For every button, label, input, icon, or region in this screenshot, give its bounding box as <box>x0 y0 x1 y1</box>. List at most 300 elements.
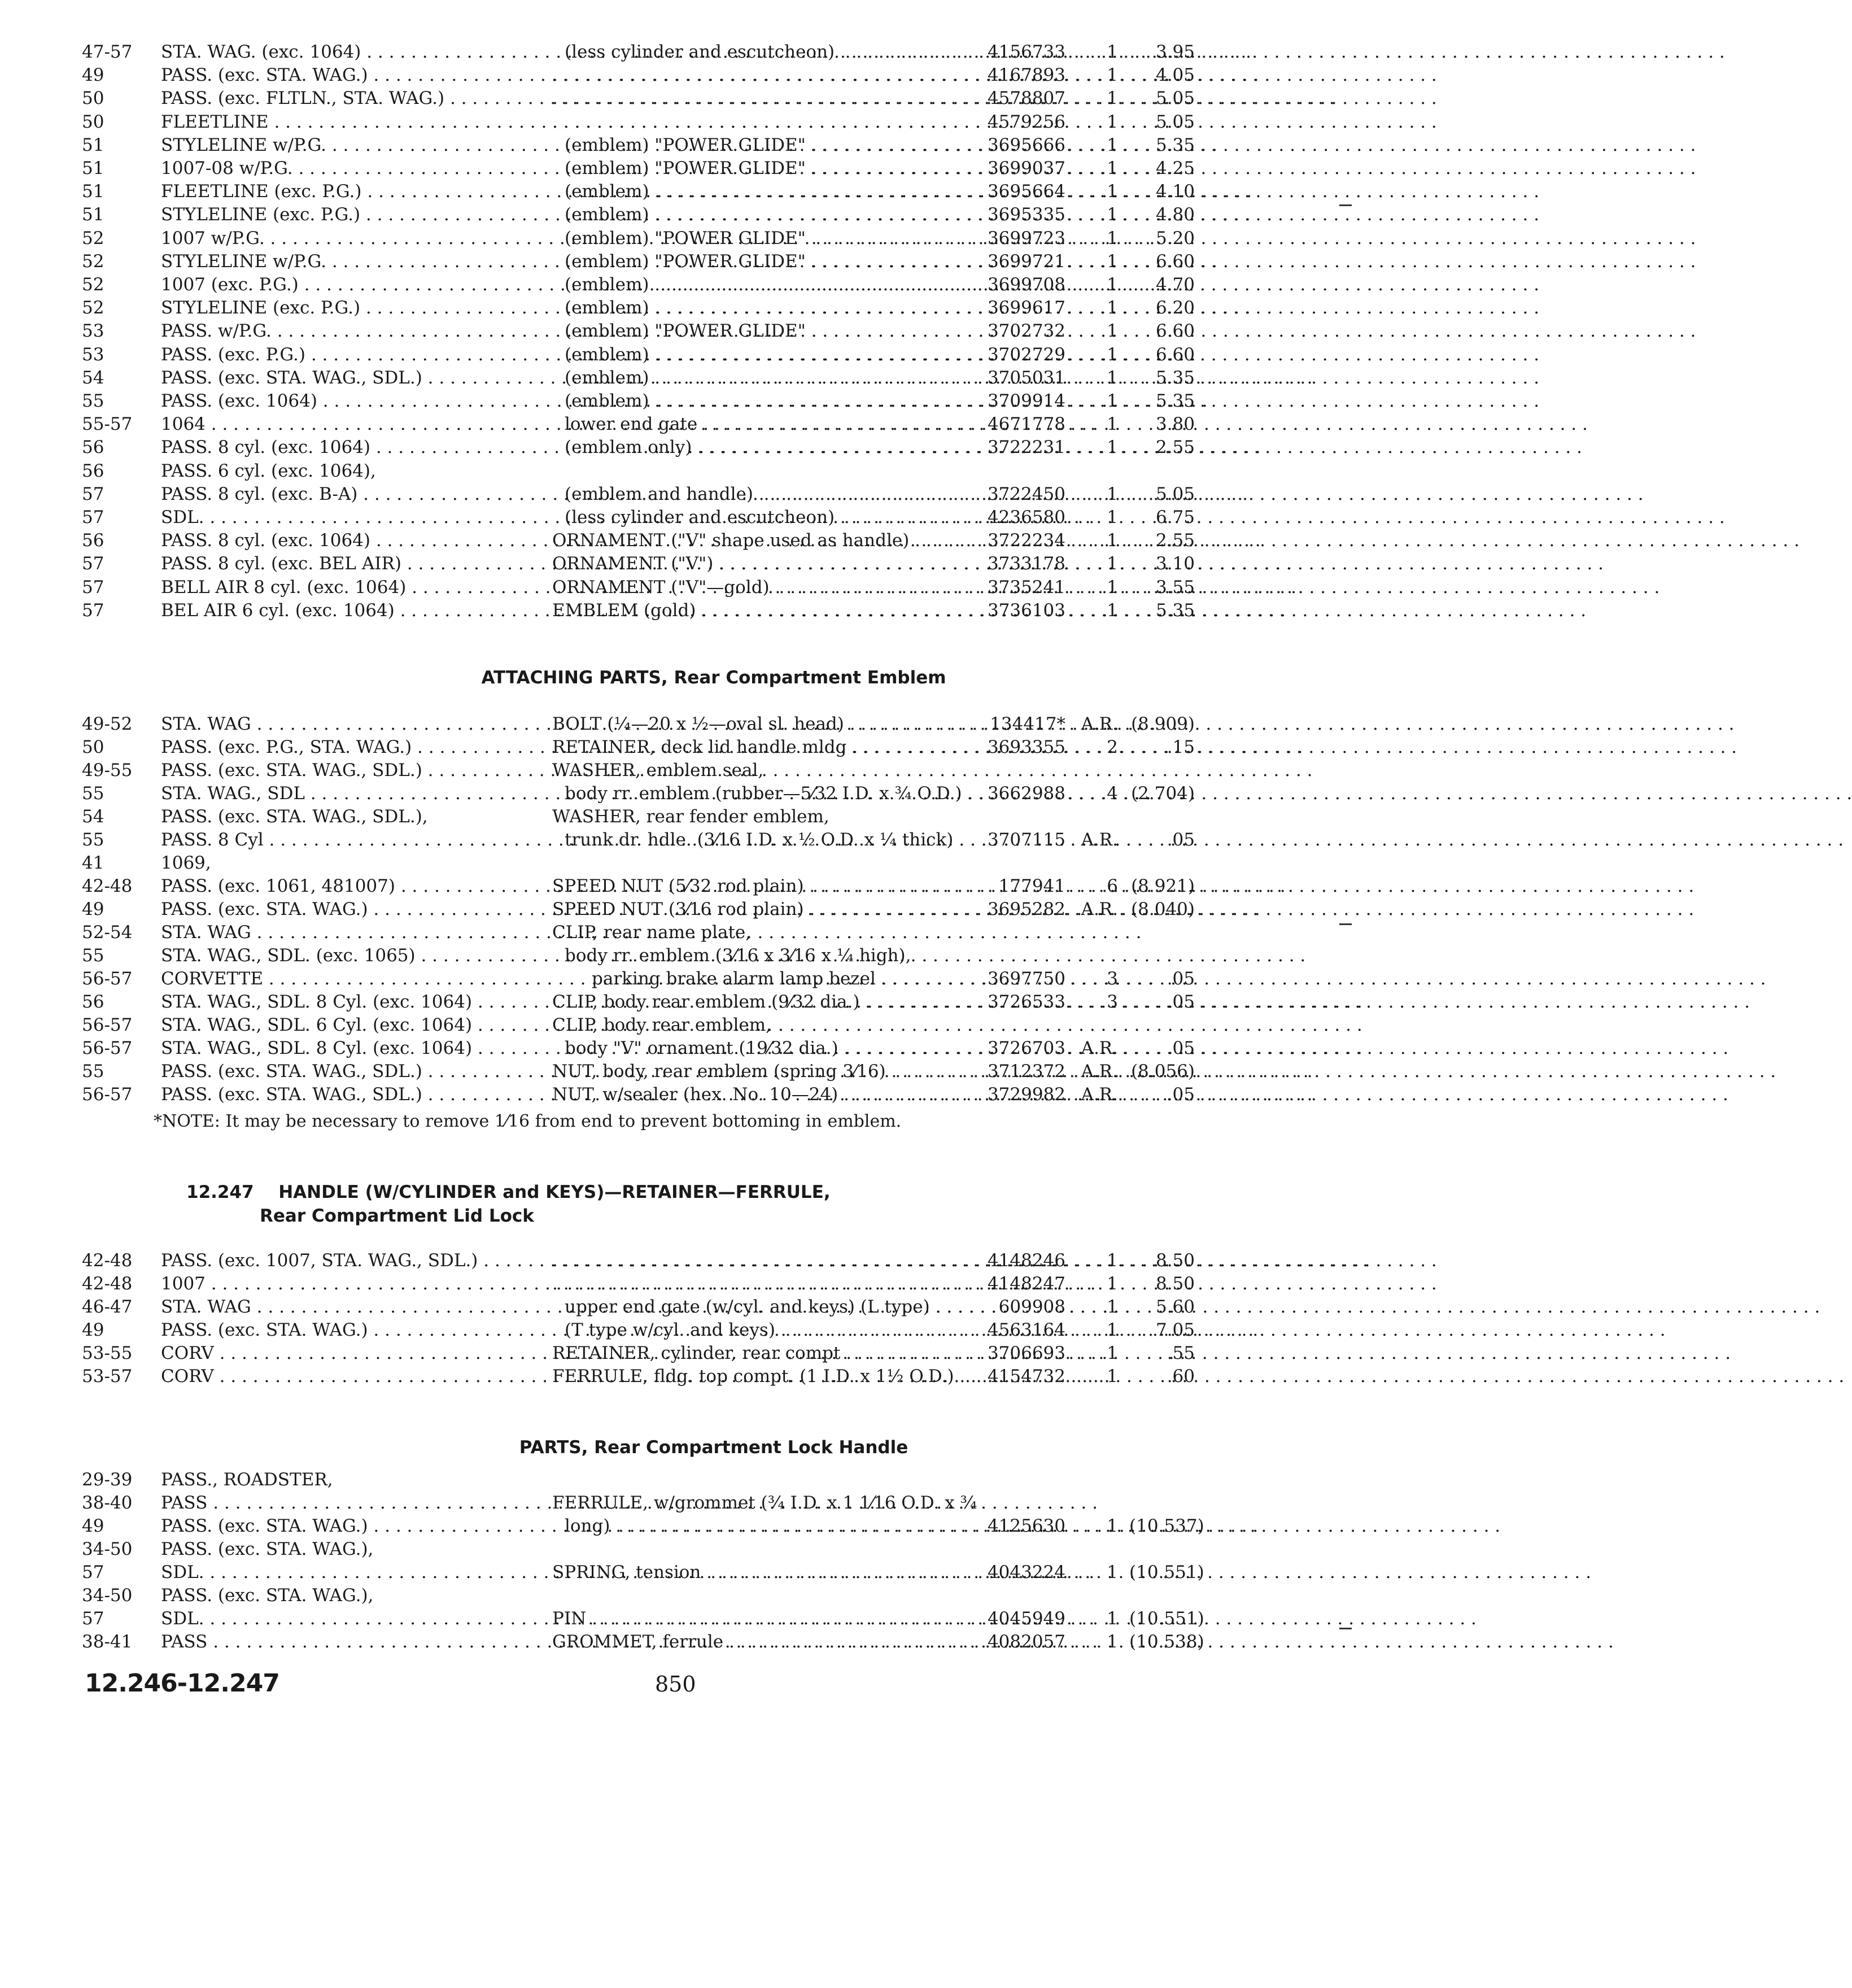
quantity-cell: 1 <box>1107 1632 1118 1652</box>
price-cell: 5.60 <box>1155 1297 1195 1317</box>
year-cell: 38-41 <box>82 1632 133 1652</box>
table-row <box>0 180 1427 203</box>
part-number-cell: 4236580 <box>987 507 1065 527</box>
part-number-cell: 3702732 <box>987 321 1065 342</box>
year-cell: 57 <box>82 483 104 504</box>
part-number-cell: 4156733 <box>987 42 1065 62</box>
model-cell: PASS. 8 cyl. (exc. 1064) . . . <box>161 529 525 552</box>
model-cell: 1007-08 w/P.G. . . . <box>161 157 525 180</box>
part-number-cell: 4148247 <box>987 1274 1065 1294</box>
quantity-cell: A.R. <box>1081 1061 1118 1082</box>
quantity-cell: 1 <box>1107 1343 1118 1363</box>
table-row <box>0 759 1427 782</box>
quantity-cell: 1 <box>1107 251 1118 272</box>
model-cell: STA. WAG., SDL. 6 Cyl. (exc. 1064) . . . <box>161 1014 525 1036</box>
year-cell: 56-57 <box>82 969 133 989</box>
price-cell: 5.35 <box>1155 367 1195 388</box>
price-cell: 4.70 <box>1155 274 1195 295</box>
price-cell: .15 <box>1167 737 1195 757</box>
part-number-cell: 3707115 <box>987 830 1065 850</box>
table-row <box>0 1342 1427 1364</box>
model-cell: FLEETLINE (exc. P.G.) . . . <box>161 180 525 203</box>
part-number-cell: 3699721 <box>987 251 1065 272</box>
description-cell: CLIP, body rear emblem (9⁄32 dia.) . . . <box>552 991 959 1013</box>
quantity-cell: 1 <box>1107 530 1118 551</box>
year-cell: 52 <box>82 298 104 319</box>
quantity-cell: 1 <box>1107 158 1118 178</box>
year-cell: 54 <box>82 806 104 827</box>
model-cell: PASS. w/P.G. . . . <box>161 320 525 342</box>
year-cell: 57 <box>82 577 104 598</box>
model-cell: STYLELINE w/P.G. . . . <box>161 134 525 156</box>
description-cell: (emblem) "POWER GLIDE" . . . <box>565 250 959 273</box>
description-cell: SPRING, tension . . . <box>552 1561 959 1584</box>
table-row <box>0 64 1427 86</box>
description-cell: (emblem) . . . <box>565 273 959 296</box>
table-row <box>0 483 1427 505</box>
quantity-cell: 1 <box>1107 42 1118 62</box>
year-cell: 52 <box>82 228 104 249</box>
quantity-cell: 1 <box>1107 1562 1118 1582</box>
description-cell: (emblem) "POWER GLIDE" . . . <box>565 157 959 180</box>
quantity-cell: A.R. <box>1081 1038 1118 1058</box>
quantity-cell: 1 <box>1107 553 1118 574</box>
table-row <box>0 436 1427 459</box>
year-cell: 29-39 <box>82 1470 133 1490</box>
section-title-line2: Rear Compartment Lid Lock <box>260 1206 534 1226</box>
model-cell: PASS. (exc. STA. WAG.), <box>161 1539 374 1559</box>
part-number-cell: 609908 <box>998 1297 1065 1317</box>
description-cell: EMBLEM (gold) . . . <box>552 599 959 622</box>
table-row <box>0 736 1427 758</box>
price-cell: 6.20 <box>1155 298 1195 319</box>
year-cell: 53-55 <box>82 1343 133 1363</box>
table-row <box>0 599 1427 622</box>
table-row <box>0 829 1427 851</box>
table-row <box>0 87 1427 110</box>
price-cell: 3.95 <box>1155 42 1195 62</box>
model-cell: PASS. (exc. STA. WAG., SDL.) . . . <box>161 367 525 389</box>
part-number-cell: 177941 <box>998 876 1065 896</box>
description-cell: (emblem) . . . <box>565 203 959 226</box>
table-row <box>0 250 1427 273</box>
year-cell: 56 <box>82 992 104 1012</box>
quantity-cell: 3 <box>1107 992 1118 1012</box>
quantity-cell: 1 <box>1107 437 1118 458</box>
model-cell: SDL. . . . <box>161 506 525 529</box>
model-cell: STA. WAG. (exc. 1064) . . . <box>161 41 525 63</box>
part-number-cell: 3733178 <box>987 553 1065 574</box>
year-cell: 55 <box>82 391 104 411</box>
part-number-cell: 4579256 <box>987 111 1065 132</box>
description-cell: ORNAMENT ("V") . . . <box>552 552 959 575</box>
table-row <box>0 203 1427 226</box>
price-cell: 5.05 <box>1155 88 1195 109</box>
year-cell: 38-40 <box>82 1493 133 1513</box>
quantity-cell: 1 <box>1107 1297 1118 1317</box>
quantity-cell: 1 <box>1107 1516 1118 1536</box>
footer-section-id: 12.246-12.247 <box>85 1669 279 1698</box>
description-cell: parking brake alarm lamp bezel . . . <box>592 967 959 990</box>
price-cell: .05 <box>1167 830 1195 850</box>
year-cell: 47-57 <box>82 42 133 62</box>
description-cell: PIN . . . <box>552 1607 959 1630</box>
year-cell: 34-50 <box>82 1585 133 1606</box>
table-row <box>0 227 1427 250</box>
description-cell <box>552 87 959 110</box>
description-cell: (emblem) "POWER GLIDE" . . . <box>565 320 959 342</box>
quantity-cell: A.R. <box>1081 830 1118 850</box>
description-cell: SPEED NUT (5⁄32 rod plain) . . . <box>552 875 959 897</box>
quantity-cell: 1 <box>1107 367 1118 388</box>
year-cell: 42-48 <box>82 1274 133 1294</box>
price-cell: 8.50 <box>1155 1250 1195 1271</box>
quantity-cell: 1 <box>1107 507 1118 527</box>
model-cell: STA. WAG., SDL. (exc. 1065) . . . <box>161 944 525 967</box>
table-row <box>0 111 1427 133</box>
model-cell: STA. WAG . . . <box>161 1296 525 1318</box>
price-cell: 4.10 <box>1155 181 1195 202</box>
year-cell: 53 <box>82 321 104 342</box>
model-cell: STA. WAG., SDL. 8 Cyl. (exc. 1064) . . . <box>161 991 525 1013</box>
description-cell: (emblem) . . . <box>565 367 959 389</box>
price-cell: 8.50 <box>1155 1274 1195 1294</box>
description-cell: ORNAMENT ("V" shape used as handle) . . . <box>552 529 959 552</box>
price-cell: (2.704) <box>1131 783 1195 804</box>
description-cell: (emblem only) . . . <box>565 436 959 459</box>
price-cell: .05 <box>1167 1084 1195 1105</box>
model-cell: STYLELINE w/P.G. . . . <box>161 250 525 273</box>
model-cell: PASS. (exc. FLTLN., STA. WAG.) . . . <box>161 87 525 110</box>
table-row <box>0 506 1427 529</box>
description-cell <box>552 1249 959 1272</box>
year-cell: 34-50 <box>82 1539 133 1559</box>
year-cell: 52 <box>82 274 104 295</box>
part-number-cell: 4045949 <box>987 1608 1065 1629</box>
model-cell: PASS. (exc. 1064) . . . <box>161 390 525 412</box>
price-cell: (10.537) <box>1129 1516 1204 1536</box>
year-cell: 50 <box>82 111 104 132</box>
description-cell: FERRULE, w/grommet (¾ I.D. x 1 1⁄16 O.D. x ¾ <box>552 1493 977 1513</box>
model-cell: PASS. (exc. STA. WAG., SDL.) . . . <box>161 759 525 782</box>
table-row <box>0 529 1427 552</box>
year-cell: 42-48 <box>82 876 133 896</box>
quantity-cell: 1 <box>1107 391 1118 411</box>
table-row <box>0 875 1427 897</box>
quantity-cell: 4 <box>1107 783 1118 804</box>
model-cell: CORV . . . <box>161 1342 525 1364</box>
model-cell: PASS. (exc. 1061, 481007) . . . <box>161 875 525 897</box>
year-cell: 53 <box>82 344 104 365</box>
part-number-cell: 3695282 <box>987 899 1065 919</box>
year-cell: 56 <box>82 530 104 551</box>
model-cell: PASS. (exc. STA. WAG., SDL.), <box>161 806 428 827</box>
year-cell: 41 <box>82 853 104 873</box>
quantity-cell: 1 <box>1107 1608 1118 1629</box>
quantity-cell: 1 <box>1107 228 1118 249</box>
part-number-cell: 3699708 <box>987 274 1065 295</box>
table-row <box>0 1468 1427 1491</box>
model-cell: PASS. (exc. STA. WAG.) . . . <box>161 898 525 921</box>
quantity-cell: 3 <box>1107 969 1118 989</box>
quantity-cell: A.R. <box>1081 899 1118 919</box>
table-row <box>0 944 1427 967</box>
model-cell: PASS . . . <box>161 1492 525 1514</box>
quantity-cell: 1 <box>1107 483 1118 504</box>
year-cell: 52 <box>82 251 104 272</box>
quantity-cell: 1 <box>1107 65 1118 86</box>
model-cell: BEL AIR 6 cyl. (exc. 1064) . . . <box>161 599 525 622</box>
table-row <box>0 343 1427 366</box>
model-cell: 1064 . . . <box>161 413 525 435</box>
table-row <box>0 367 1427 389</box>
year-cell: 50 <box>82 88 104 109</box>
table-row <box>0 1319 1427 1341</box>
model-cell: SDL. . . . <box>161 1607 525 1630</box>
part-number-cell: 3726703 <box>987 1038 1065 1058</box>
part-number-cell: 3709914 <box>987 391 1065 411</box>
price-cell: 4.05 <box>1155 65 1195 86</box>
year-cell: 53-57 <box>82 1366 133 1387</box>
year-cell: 54 <box>82 367 104 388</box>
description-cell: (less cylinder and escutcheon) . . . <box>565 41 959 63</box>
model-cell: PASS. (exc. STA. WAG., SDL.) . . . <box>161 1060 525 1083</box>
part-number-cell: 3695664 <box>987 181 1065 202</box>
description-cell: body "V" ornament (19⁄32 dia.) . . . <box>565 1037 959 1060</box>
model-cell: STA. WAG., SDL . . . <box>161 782 525 805</box>
part-number-cell: 3722231 <box>987 437 1065 458</box>
part-number-cell: 3722450 <box>987 483 1065 504</box>
description-cell: long) . . . <box>565 1515 959 1537</box>
year-cell: 49 <box>82 65 104 86</box>
price-cell: 6.60 <box>1155 344 1195 365</box>
description-cell: body rr. emblem (rubber—5⁄32 I.D. x ¾ O.D.) . . . <box>565 782 959 805</box>
description-cell: RETAINER, deck lid handle mldg . . . <box>552 736 959 758</box>
part-number-cell: 4154732 <box>987 1366 1065 1387</box>
description-cell: (T type w/cyl. and keys) . . . <box>565 1319 959 1341</box>
year-cell: 52-54 <box>82 922 133 943</box>
year-cell: 49 <box>82 899 104 919</box>
description-cell <box>552 1272 959 1295</box>
model-cell: PASS. (exc. STA. WAG.) . . . <box>161 1515 525 1537</box>
part-number-cell: 3726533 <box>987 992 1065 1012</box>
part-number-cell: 3662988 <box>987 783 1065 804</box>
margin-mark <box>1339 204 1352 206</box>
table-row <box>0 991 1427 1013</box>
year-cell: 55-57 <box>82 414 133 435</box>
table-row <box>0 1037 1427 1060</box>
description-cell: WASHER, rear fender emblem, <box>552 806 829 827</box>
price-cell: .05 <box>1167 992 1195 1012</box>
table-row <box>0 1538 1427 1560</box>
table-row <box>0 1060 1427 1083</box>
quantity-cell: 1 <box>1107 274 1118 295</box>
year-cell: 46-47 <box>82 1297 133 1317</box>
footnote: *NOTE: It may be necessary to remove 1⁄16 from end to prevent bottoming in emblem. <box>154 1111 902 1131</box>
part-number-cell: 4125630 <box>987 1516 1065 1536</box>
model-cell: PASS. 8 cyl. (exc. 1064) . . . <box>161 436 525 459</box>
quantity-cell: 1 <box>1107 204 1118 225</box>
description-cell: WASHER, emblem seal, <box>552 760 764 781</box>
part-number-cell: 3736103 <box>987 600 1065 621</box>
table-row <box>0 1249 1427 1272</box>
price-cell: (10.551) <box>1129 1608 1204 1629</box>
model-cell: PASS. (exc. 1007, STA. WAG., SDL.) . . . <box>161 1249 525 1272</box>
part-number-cell: 3699723 <box>987 228 1065 249</box>
quantity-cell: 1 <box>1107 298 1118 319</box>
quantity-cell: 1 <box>1107 344 1118 365</box>
table-row <box>0 41 1427 63</box>
margin-mark <box>1339 1628 1352 1629</box>
section-heading-attaching-parts: ATTACHING PARTS, Rear Compartment Emblem <box>481 668 946 688</box>
price-cell: (10.538) <box>1129 1632 1204 1652</box>
quantity-cell: 1 <box>1107 88 1118 109</box>
description-cell: ORNAMENT ("V"—gold) . . . <box>552 576 959 599</box>
table-row <box>0 1492 1427 1514</box>
description-cell: NUT, body, rear emblem (spring 3⁄16) . . . <box>552 1060 959 1083</box>
table-row <box>0 1365 1427 1388</box>
price-cell: .05 <box>1167 1038 1195 1058</box>
model-cell: STYLELINE (exc. P.G.) . . . <box>161 297 525 319</box>
model-cell: STA. WAG . . . <box>161 713 525 735</box>
model-cell: PASS. 6 cyl. (exc. 1064), <box>161 460 376 481</box>
model-cell: STA. WAG., SDL. 8 Cyl. (exc. 1064) . . . <box>161 1037 525 1060</box>
description-cell: CLIP, rear name plate, <box>552 922 752 943</box>
price-cell: 5.35 <box>1155 391 1195 411</box>
model-cell: 1007 . . . <box>161 1272 525 1295</box>
table-row <box>0 1083 1427 1106</box>
part-number-cell: 3693355 <box>987 737 1065 757</box>
part-number-cell: 3702729 <box>987 344 1065 365</box>
part-number-cell: 134417* <box>990 714 1065 734</box>
description-cell: NUT, w/sealer (hex. No. 10—24) . . . <box>552 1083 959 1106</box>
quantity-cell: 1 <box>1107 1250 1118 1271</box>
part-number-cell: 3735241 <box>987 577 1065 598</box>
year-cell: 50 <box>82 737 104 757</box>
year-cell: 57 <box>82 600 104 621</box>
description-cell: (less cylinder and escutcheon) . . . <box>565 506 959 529</box>
part-number-cell: 4082057 <box>987 1632 1065 1652</box>
part-number-cell: 3697750 <box>987 969 1065 989</box>
part-number-cell: 3705031 <box>987 367 1065 388</box>
part-number-cell: 4671778 <box>987 414 1065 435</box>
year-cell: 51 <box>82 204 104 225</box>
model-cell: PASS. (exc. STA. WAG., SDL.) . . . <box>161 1083 525 1106</box>
price-cell: 5.35 <box>1155 134 1195 155</box>
year-cell: 57 <box>82 507 104 527</box>
year-cell: 55 <box>82 1061 104 1082</box>
table-row <box>0 1561 1427 1584</box>
year-cell: 57 <box>82 553 104 574</box>
table-row <box>0 134 1427 156</box>
model-cell: 1007 w/P.G. . . . <box>161 227 525 250</box>
table-row <box>0 1014 1427 1036</box>
table-row <box>0 782 1427 805</box>
description-cell: trunk dr. hdle. (3⁄16 I.D. x ½ O.D. x ¼ thick) . . . <box>565 829 959 851</box>
model-cell: PASS. (exc. STA. WAG.) . . . <box>161 1319 525 1341</box>
description-cell: body rr. emblem (3⁄16 x 3⁄16 x ¼ high), <box>565 945 911 966</box>
year-cell: 56-57 <box>82 1084 133 1105</box>
price-cell: (8.040) <box>1131 899 1195 919</box>
model-cell: PASS. (exc. P.G.) . . . <box>161 343 525 366</box>
quantity-cell: 1 <box>1107 134 1118 155</box>
table-row <box>0 1515 1427 1537</box>
table-row <box>0 1607 1427 1630</box>
price-cell: 4.25 <box>1155 158 1195 178</box>
model-cell: CORV . . . <box>161 1365 525 1388</box>
quantity-cell: 1 <box>1107 1320 1118 1340</box>
model-cell: PASS. 8 cyl. (exc. BEL AIR) . . . <box>161 552 525 575</box>
description-cell: upper end gate (w/cyl. and keys) (L type) . . . <box>565 1296 959 1318</box>
year-cell: 55 <box>82 830 104 850</box>
price-cell: 7.05 <box>1155 1320 1195 1340</box>
part-number-cell: 4148246 <box>987 1250 1065 1271</box>
quantity-cell: 1 <box>1107 600 1118 621</box>
price-cell: 2.55 <box>1155 437 1195 458</box>
year-cell: 56-57 <box>82 1038 133 1058</box>
price-cell: 5.05 <box>1155 111 1195 132</box>
part-number-cell: 3706693 <box>987 1343 1065 1363</box>
quantity-cell: 2 <box>1107 737 1118 757</box>
table-row <box>0 1584 1427 1607</box>
quantity-cell: 1 <box>1107 1366 1118 1387</box>
part-number-cell: 3695666 <box>987 134 1065 155</box>
footer-page-number: 850 <box>655 1672 696 1697</box>
quantity-cell: 1 <box>1107 111 1118 132</box>
part-number-cell: 3722234 <box>987 530 1065 551</box>
model-cell: SDL. . . . <box>161 1561 525 1584</box>
margin-mark <box>1339 923 1352 925</box>
table-row <box>0 921 1427 944</box>
quantity-cell: 1 <box>1107 321 1118 342</box>
table-row <box>0 805 1427 828</box>
model-cell: PASS. (exc. STA. WAG.), <box>161 1585 374 1606</box>
year-cell: 56-57 <box>82 1015 133 1035</box>
price-cell: 4.80 <box>1155 204 1195 225</box>
description-cell: (emblem) "POWER GLIDE" . . . <box>565 227 959 250</box>
year-cell: 56 <box>82 460 104 481</box>
year-cell: 55 <box>82 945 104 966</box>
year-cell: 42-48 <box>82 1250 133 1271</box>
model-cell: PASS. 8 Cyl . . . <box>161 829 525 851</box>
table-row <box>0 1630 1427 1653</box>
year-cell: 49-52 <box>82 714 133 734</box>
year-cell: 57 <box>82 1608 104 1629</box>
quantity-cell: 1 <box>1107 577 1118 598</box>
quantity-cell: A.R. <box>1081 1084 1118 1105</box>
year-cell: 51 <box>82 158 104 178</box>
description-cell: (emblem) . . . <box>565 297 959 319</box>
price-cell: .05 <box>1167 969 1195 989</box>
table-row <box>0 273 1427 296</box>
quantity-cell: 1 <box>1107 414 1118 435</box>
price-cell: 5.05 <box>1155 483 1195 504</box>
model-cell: 1069, <box>161 853 211 873</box>
description-cell: BOLT (¼—20 x ½—oval sl. head) . . . <box>552 713 959 735</box>
part-number-cell: 3729982 <box>987 1084 1065 1105</box>
description-cell: (emblem) . . . <box>565 390 959 412</box>
model-cell: FLEETLINE . . . <box>161 111 525 133</box>
table-row <box>0 1296 1427 1318</box>
quantity-cell: 1 <box>1107 181 1118 202</box>
price-cell: 5.20 <box>1155 228 1195 249</box>
table-row <box>0 713 1427 735</box>
table-row <box>0 157 1427 180</box>
table-row <box>0 898 1427 921</box>
part-number-cell: 3712372 <box>987 1061 1065 1082</box>
table-row <box>0 852 1427 874</box>
description-cell: (emblem) "POWER GLIDE" . . . <box>565 134 959 156</box>
